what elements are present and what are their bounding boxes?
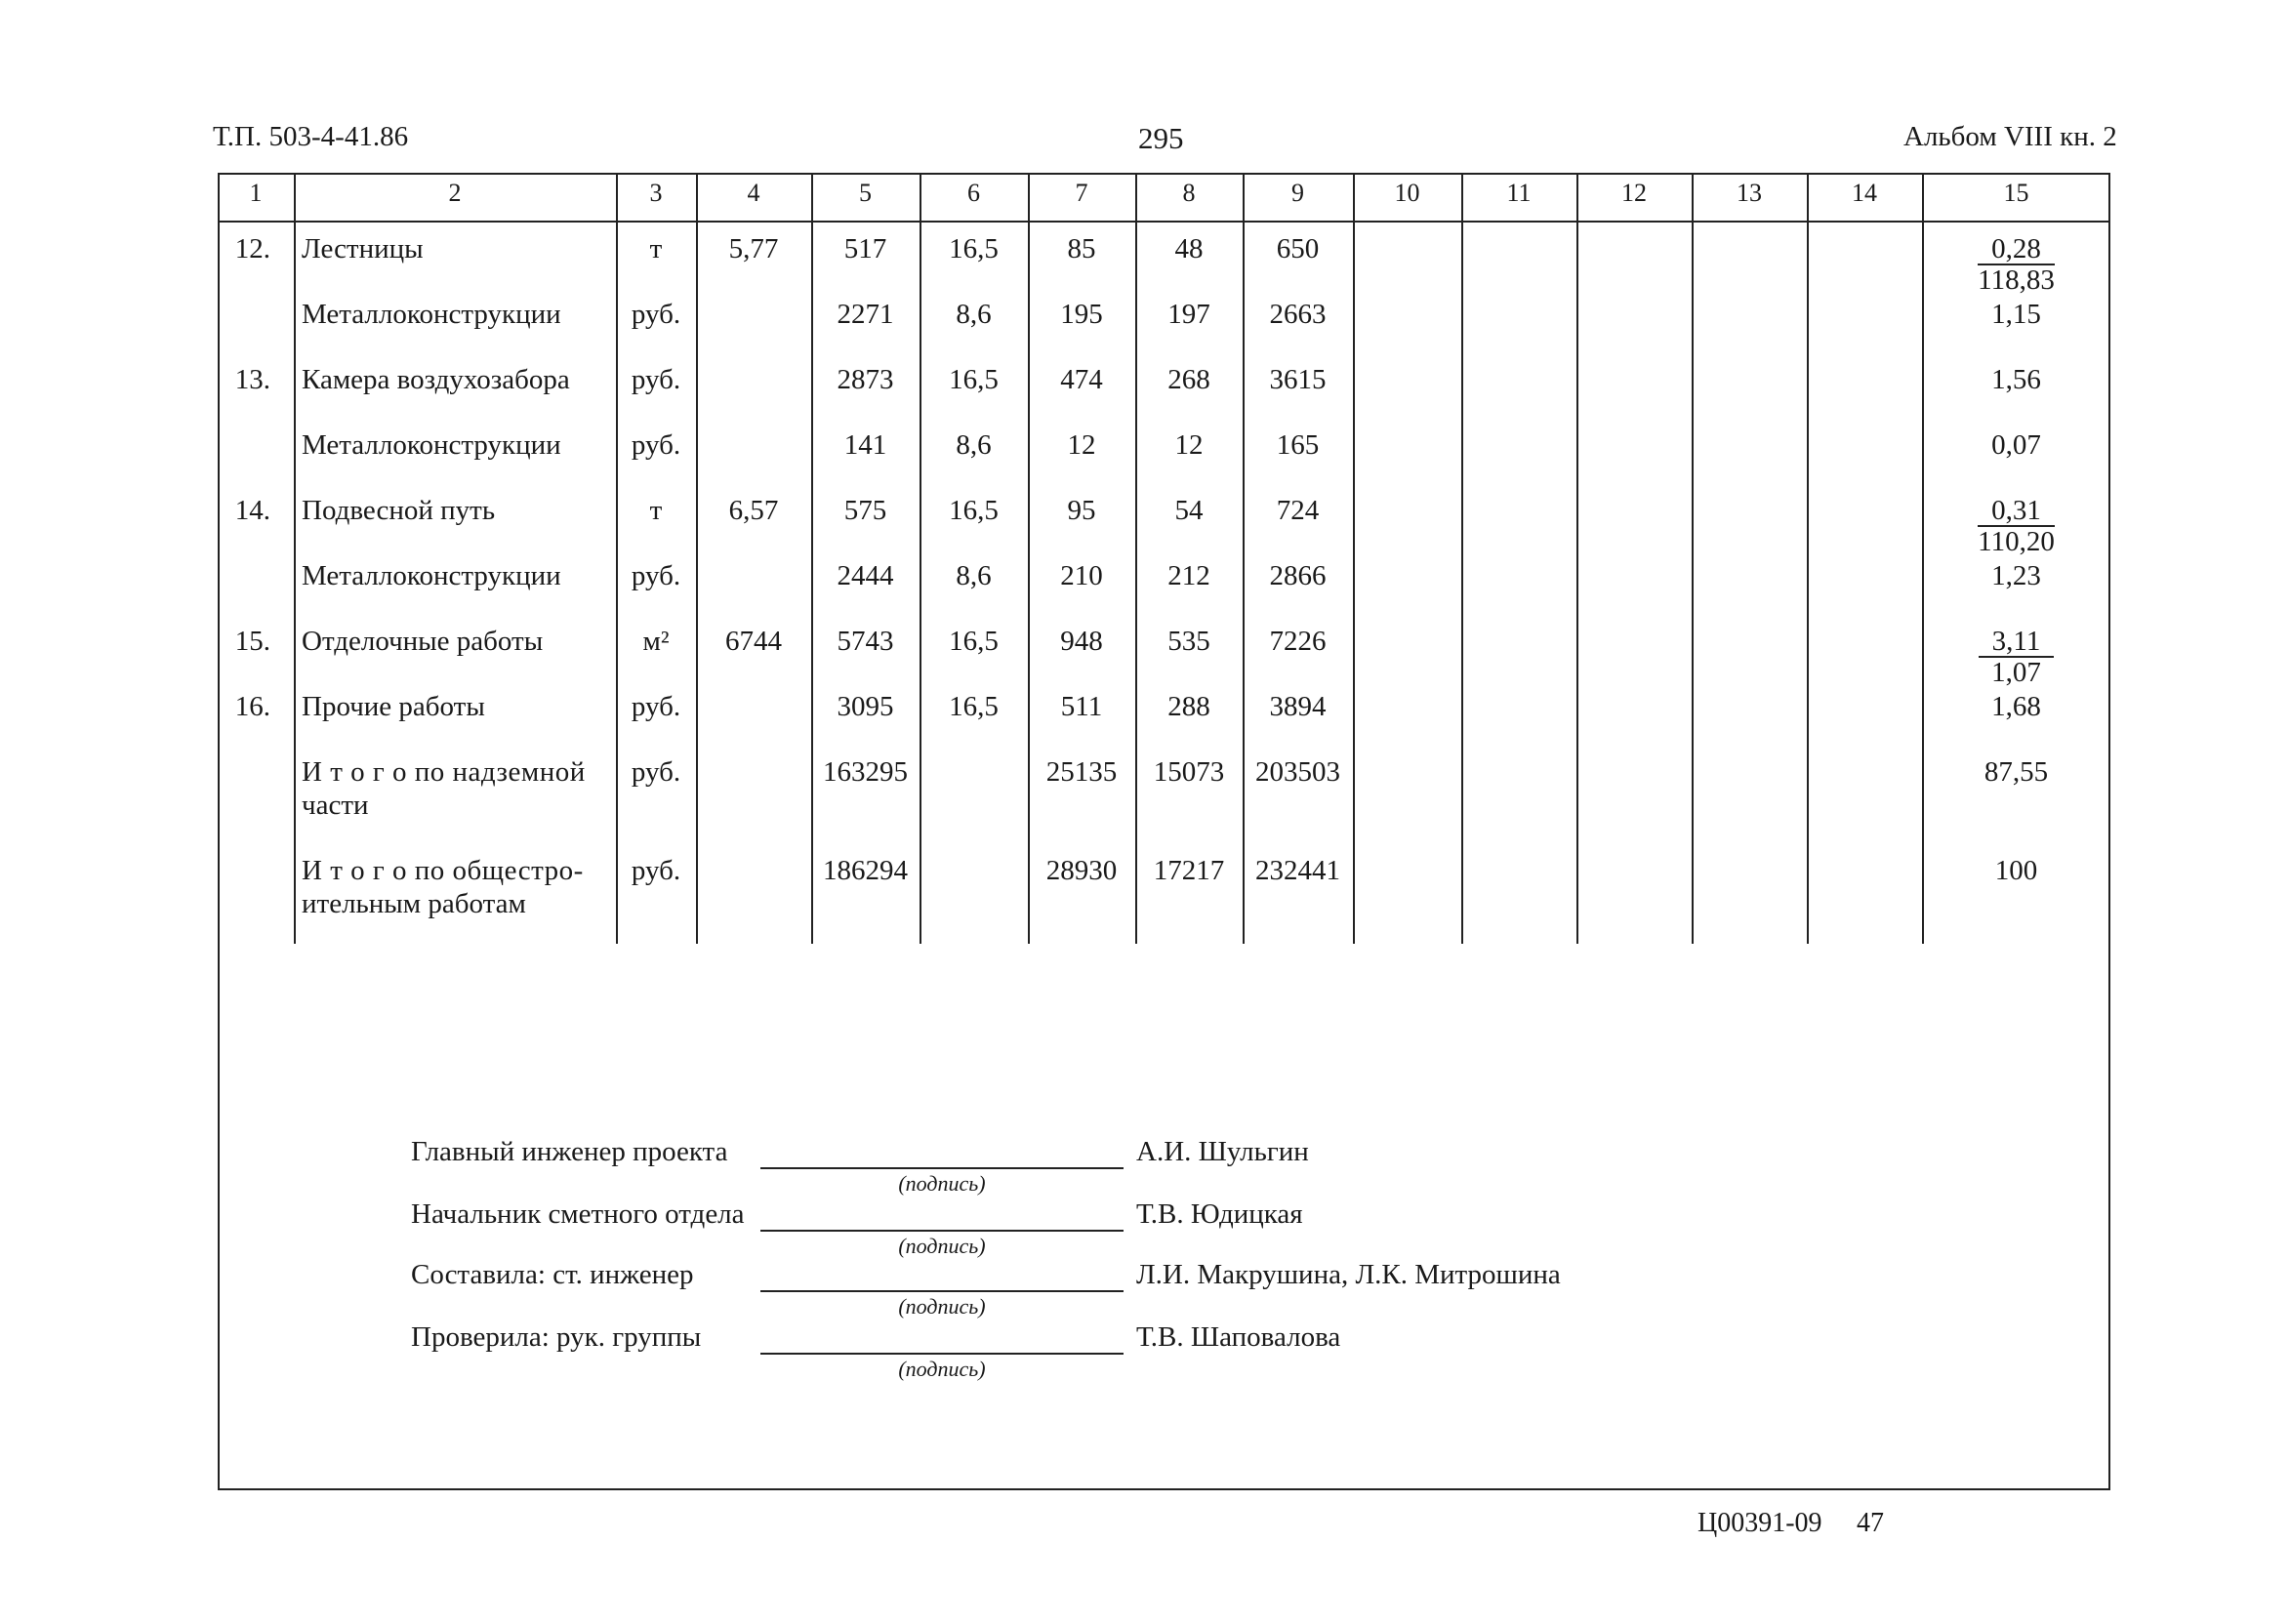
cell-col7: 948 — [1060, 626, 1103, 657]
cell-col7: 12 — [1067, 429, 1096, 461]
signatory-name: Т.В. Шаповалова — [1136, 1321, 1341, 1353]
header-row-divider — [218, 221, 2110, 223]
column-number: 1 — [249, 179, 263, 207]
column-number: 11 — [1506, 179, 1532, 207]
cell-col7: 474 — [1060, 364, 1103, 395]
cell-col8: 12 — [1174, 429, 1204, 461]
cell-col5: 2271 — [837, 299, 894, 330]
signature-caption: (подпись) — [898, 1294, 986, 1319]
cell-col7: 25135 — [1045, 756, 1118, 788]
row-number: 16. — [234, 691, 270, 722]
row-name: И т о г о по надземной — [302, 756, 586, 788]
cell-col15: 1,23 — [1991, 560, 2041, 591]
cell-col9: 3894 — [1269, 691, 1327, 722]
row-name: Лестницы — [302, 233, 424, 264]
cell-col7: 195 — [1060, 299, 1103, 330]
cell-col15-fraction — [1922, 496, 2110, 556]
signature-role: Составила: ст. инженер — [411, 1259, 694, 1290]
doc-number: Т.П. 503-4-41.86 — [213, 121, 409, 152]
cell-col5: 3095 — [837, 691, 894, 722]
column-divider — [1135, 173, 1137, 944]
column-divider — [294, 173, 296, 944]
footer-code: Ц00391-09 — [1697, 1508, 1822, 1538]
cell-col7: 210 — [1060, 560, 1103, 591]
row-name: Отделочные работы — [302, 626, 544, 657]
column-divider — [811, 173, 813, 944]
cell-col4: 6744 — [725, 626, 782, 657]
fraction-numerator: 0,28 — [1978, 234, 2055, 265]
row-unit: руб. — [631, 691, 681, 722]
cell-col9: 2866 — [1269, 560, 1327, 591]
cell-col7: 95 — [1067, 495, 1096, 526]
cell-col15-fraction — [1922, 627, 2110, 687]
signature-line — [760, 1230, 1124, 1232]
cell-col6: 16,5 — [949, 233, 999, 264]
row-number: 15. — [234, 626, 270, 657]
cell-col9: 7226 — [1269, 626, 1327, 657]
row-name: Металлоконструкции — [302, 560, 561, 591]
fraction-denominator: 1,07 — [1991, 657, 2041, 688]
cell-col15: 1,15 — [1991, 299, 2041, 330]
column-number: 4 — [747, 179, 760, 207]
column-divider — [1028, 173, 1030, 944]
column-number: 15 — [2003, 179, 2029, 207]
row-unit: руб. — [631, 855, 681, 886]
cell-col9: 2663 — [1269, 299, 1327, 330]
row-unit: м² — [642, 626, 670, 657]
row-name-cont: ительным работам — [302, 888, 526, 919]
cell-col9: 203503 — [1255, 756, 1340, 788]
cell-col4: 6,57 — [728, 495, 779, 526]
row-name: Подвесной путь — [302, 495, 496, 526]
row-unit: руб. — [631, 299, 681, 330]
column-number: 6 — [967, 179, 980, 207]
cell-col5: 141 — [843, 429, 887, 461]
row-name-cont: части — [302, 790, 369, 821]
row-unit: руб. — [631, 429, 681, 461]
row-unit: руб. — [631, 364, 681, 395]
cell-col15: 87,55 — [1983, 756, 2049, 788]
column-number: 14 — [1852, 179, 1877, 207]
album-label: Альбом VIII кн. 2 — [1903, 121, 2117, 152]
signatory-name: Л.И. Макрушина, Л.К. Митрошина — [1136, 1259, 1561, 1290]
row-name: И т о г о по общестро- — [302, 855, 584, 886]
cell-col9: 650 — [1276, 233, 1320, 264]
cell-col5: 2873 — [837, 364, 894, 395]
fraction-numerator: 0,31 — [1978, 496, 2055, 527]
cell-col6: 16,5 — [949, 691, 999, 722]
cell-col9: 165 — [1276, 429, 1320, 461]
cell-col9: 724 — [1276, 495, 1320, 526]
fraction-numerator: 3,11 — [1979, 627, 2055, 658]
cell-col7: 511 — [1060, 691, 1103, 722]
cell-col6: 8,6 — [956, 299, 992, 330]
column-divider — [920, 173, 921, 944]
cell-col8: 268 — [1167, 364, 1210, 395]
cell-col6: 16,5 — [949, 626, 999, 657]
cell-col7: 85 — [1067, 233, 1096, 264]
fraction-denominator: 118,83 — [1978, 264, 2055, 296]
cell-col6: 8,6 — [956, 429, 992, 461]
column-divider — [1243, 173, 1245, 944]
row-number: 14. — [234, 495, 270, 526]
cell-col9: 3615 — [1269, 364, 1327, 395]
column-number: 10 — [1394, 179, 1420, 207]
signature-caption: (подпись) — [898, 1357, 986, 1381]
cell-col8: 212 — [1167, 560, 1210, 591]
column-number: 5 — [859, 179, 872, 207]
column-divider — [616, 173, 618, 944]
row-number: 12. — [234, 233, 270, 264]
cell-col6: 16,5 — [949, 364, 999, 395]
cell-col6: 8,6 — [956, 560, 992, 591]
fraction-denominator: 110,20 — [1978, 526, 2055, 557]
signatory-name: Т.В. Юдицкая — [1136, 1198, 1303, 1230]
cell-col5: 575 — [843, 495, 887, 526]
row-name: Металлоконструкции — [302, 299, 561, 330]
column-number: 12 — [1621, 179, 1647, 207]
column-number: 3 — [649, 179, 663, 207]
signatory-name: А.И. Шульгин — [1136, 1136, 1309, 1167]
page-number: 295 — [1138, 121, 1184, 155]
cell-col7: 28930 — [1045, 855, 1118, 886]
row-name: Камера воздухозабора — [302, 364, 570, 395]
column-number: 13 — [1737, 179, 1762, 207]
signature-line — [760, 1290, 1124, 1292]
row-unit: руб. — [631, 756, 681, 788]
column-number: 9 — [1291, 179, 1304, 207]
column-divider — [696, 173, 698, 944]
cell-col15: 1,56 — [1991, 364, 2041, 395]
signature-line — [760, 1167, 1124, 1169]
cell-col8: 535 — [1167, 626, 1210, 657]
signature-caption: (подпись) — [898, 1234, 986, 1258]
cell-col5: 2444 — [837, 560, 894, 591]
column-divider — [1461, 173, 1463, 944]
cell-col15: 1,68 — [1991, 691, 2041, 722]
signature-line — [760, 1353, 1124, 1355]
cell-col8: 15073 — [1153, 756, 1225, 788]
row-number: 13. — [234, 364, 270, 395]
cell-col8: 17217 — [1153, 855, 1225, 886]
column-divider — [1353, 173, 1355, 944]
cell-col15: 0,07 — [1991, 429, 2041, 461]
footer-page: 47 — [1857, 1508, 1884, 1538]
cell-col5: 163295 — [823, 756, 908, 788]
cell-col8: 54 — [1174, 495, 1204, 526]
signature-role: Начальник сметного отдела — [411, 1198, 745, 1230]
cell-col15-fraction — [1922, 234, 2110, 295]
cell-col8: 48 — [1174, 233, 1204, 264]
column-number: 2 — [448, 179, 462, 207]
signature-role: Проверила: рук. группы — [411, 1321, 702, 1353]
row-name: Прочие работы — [302, 691, 485, 722]
column-number: 7 — [1075, 179, 1088, 207]
cell-col5: 5743 — [837, 626, 894, 657]
cell-col9: 232441 — [1255, 855, 1340, 886]
column-divider — [1807, 173, 1809, 944]
column-divider — [1576, 173, 1578, 944]
row-unit: руб. — [631, 560, 681, 591]
cell-col6: 16,5 — [949, 495, 999, 526]
row-name: Металлоконструкции — [302, 429, 561, 461]
cell-col15: 100 — [1994, 855, 2038, 886]
cell-col5: 186294 — [823, 855, 908, 886]
cell-col8: 197 — [1167, 299, 1210, 330]
cell-col4: 5,77 — [728, 233, 779, 264]
row-unit: т — [649, 495, 663, 526]
column-divider — [1692, 173, 1694, 944]
row-unit: т — [649, 233, 663, 264]
cell-col5: 517 — [843, 233, 887, 264]
signature-role: Главный инженер проекта — [411, 1136, 728, 1167]
column-number: 8 — [1182, 179, 1196, 207]
signature-caption: (подпись) — [898, 1171, 986, 1196]
cell-col8: 288 — [1167, 691, 1210, 722]
